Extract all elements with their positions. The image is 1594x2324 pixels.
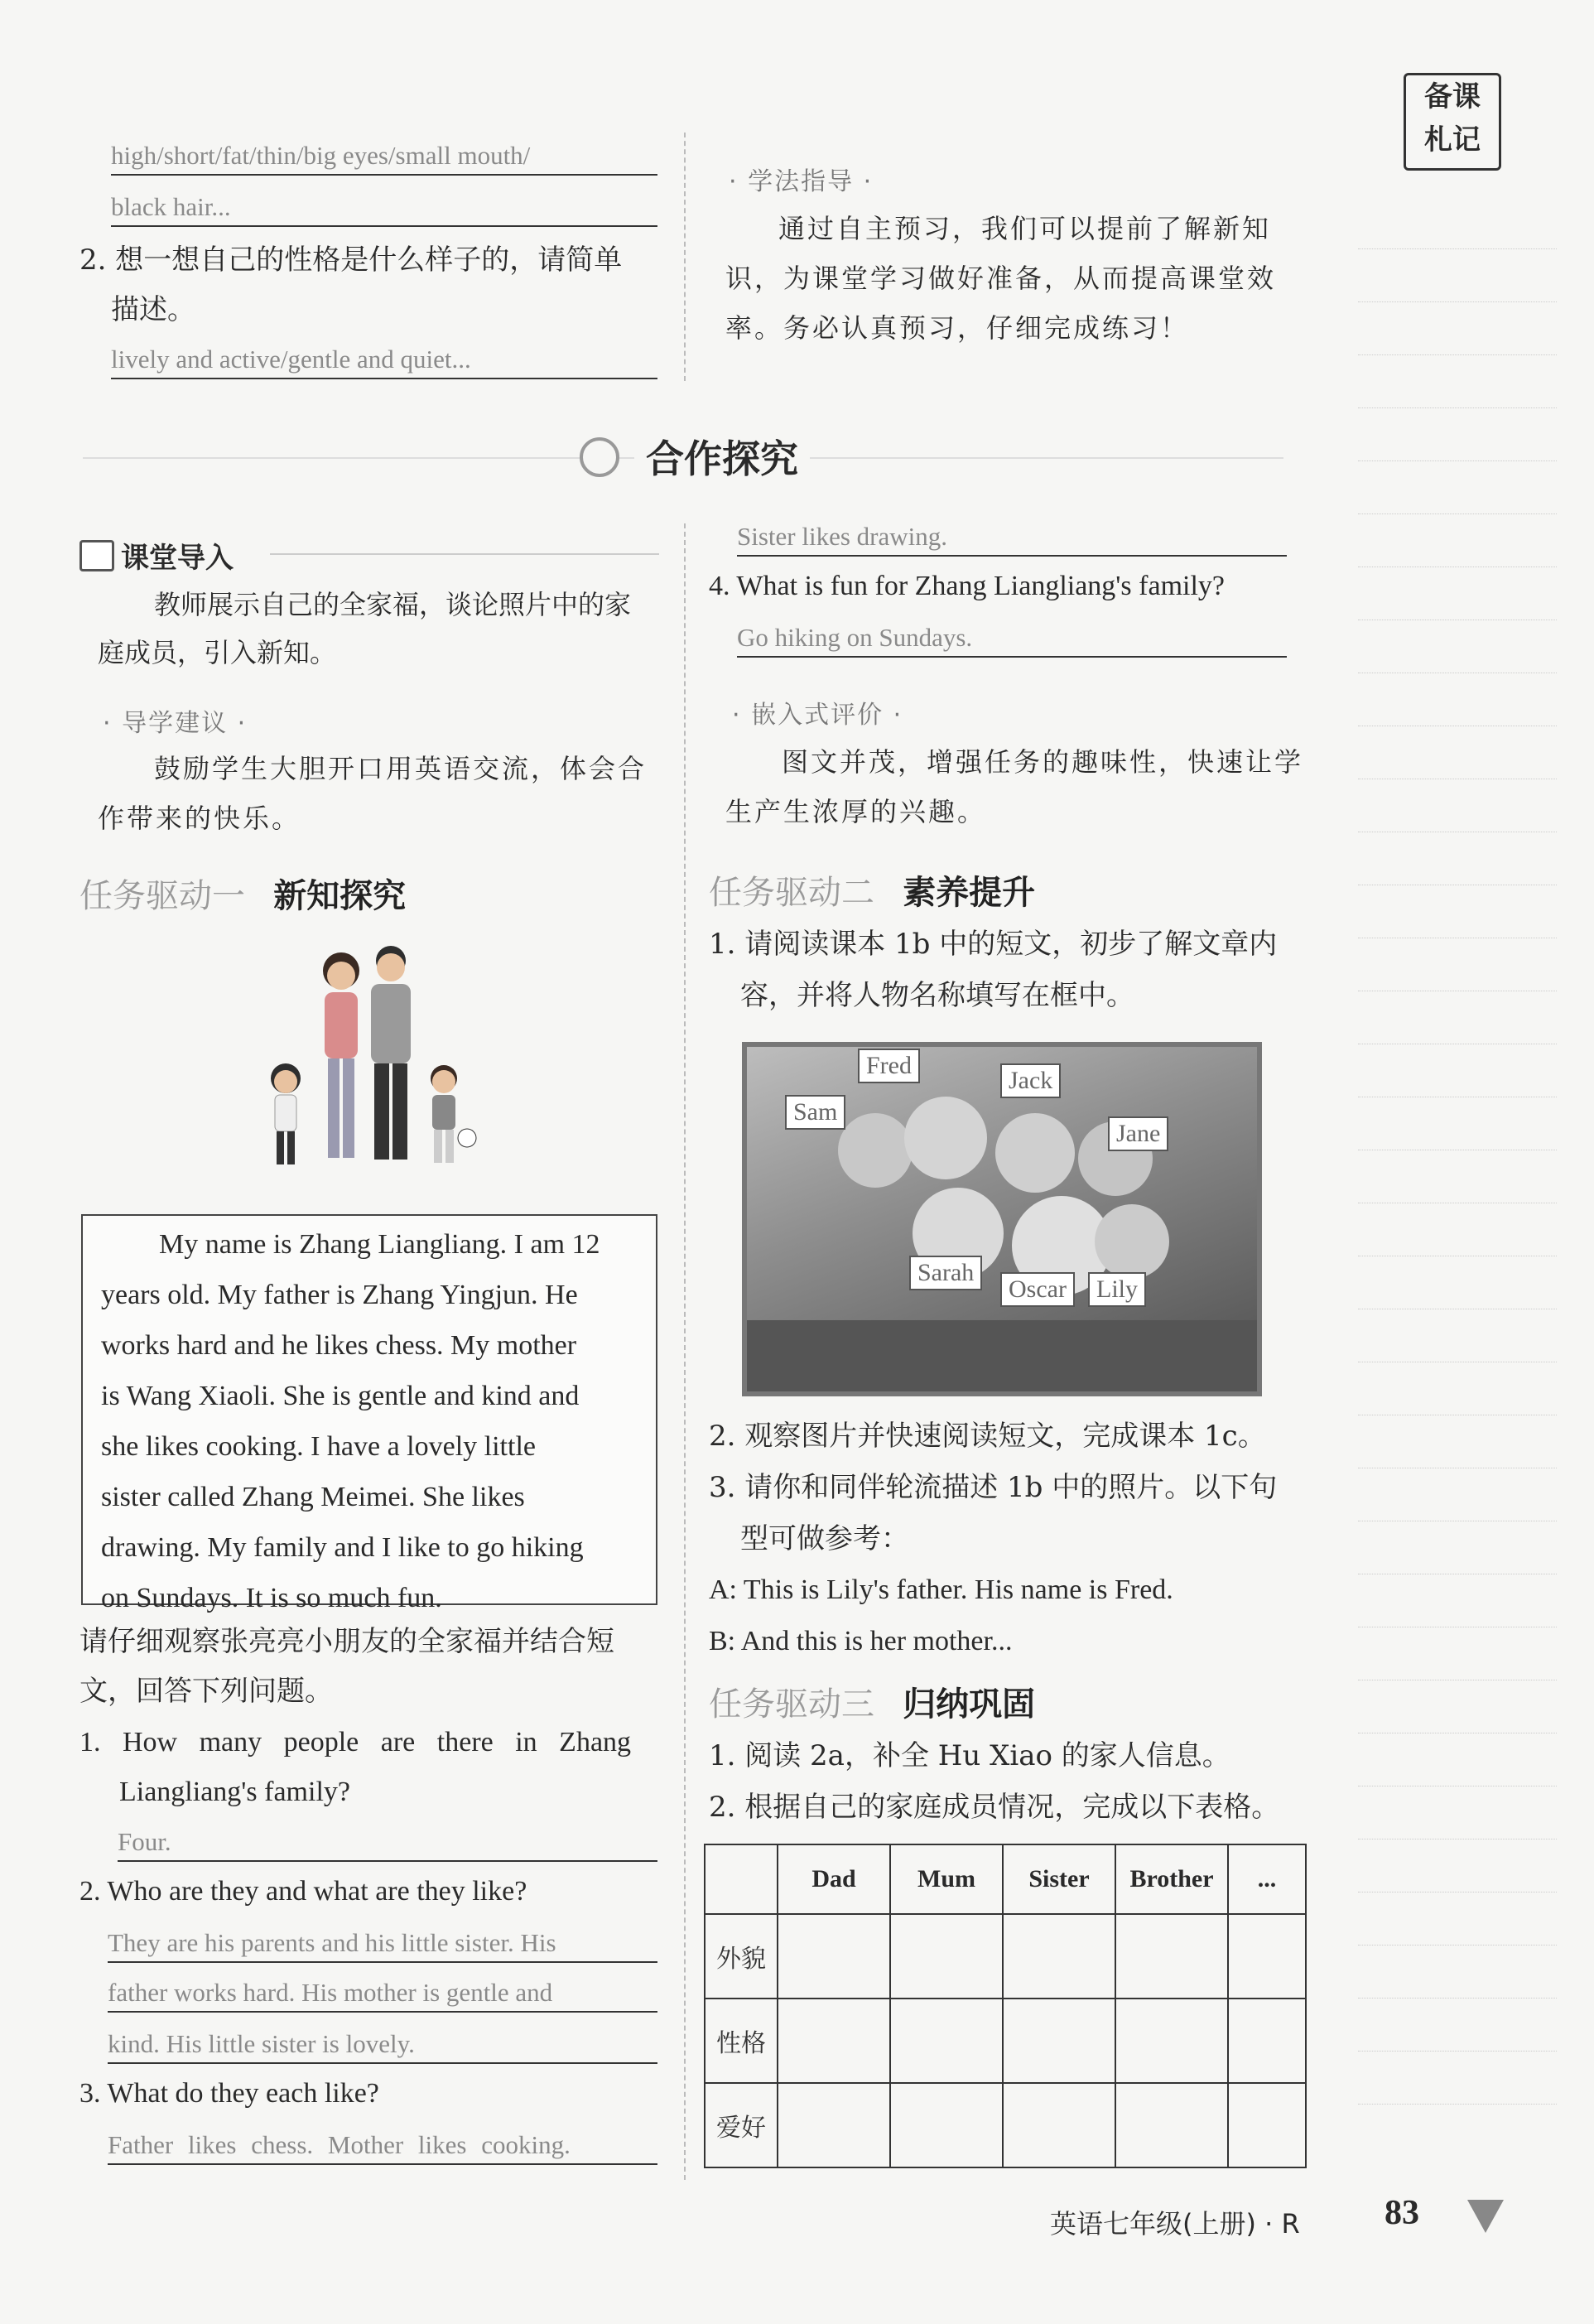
table-cell[interactable] xyxy=(778,1914,890,1999)
task2-q1-line2: 容，并将人物名称填写在框中。 xyxy=(740,979,1134,1012)
task2-q3-line2: 型可做参考： xyxy=(740,1522,909,1555)
table-cell[interactable] xyxy=(1115,1914,1228,1999)
question2: 2. Who are they and what are they like? xyxy=(79,1876,527,1907)
notes-line xyxy=(1358,301,1557,302)
answer3: Father likes chess. Mother likes cooking. xyxy=(108,2127,657,2165)
question1-line1: 1. How many people are there in Zhang xyxy=(79,1727,632,1757)
table-cell[interactable] xyxy=(778,1999,890,2083)
study-guide-line3: 率。务必认真预习，仔细完成练习！ xyxy=(725,312,1190,344)
notes-line xyxy=(1358,2051,1557,2052)
notes-stamp-line2: 札记 xyxy=(1424,123,1481,157)
table-cell[interactable] xyxy=(1003,1914,1115,1999)
answer2-line2: father works hard. His mother is gentle and xyxy=(108,1974,657,2013)
photo-label-sam: Sam xyxy=(785,1095,845,1130)
photo-label-lily: Lily xyxy=(1088,1272,1146,1307)
study-guide-line2: 识，为课堂学习做好准备，从而提高课堂效 xyxy=(725,263,1277,294)
photo-label-fred: Fred xyxy=(858,1049,920,1083)
passage-line: she likes cooking. I have a lovely little xyxy=(101,1431,536,1462)
task3-header xyxy=(709,1678,1035,1725)
table-cell[interactable] xyxy=(1228,1999,1306,2083)
task2-label: 任务驱动二 xyxy=(709,874,874,912)
passage-line: My name is Zhang Liangliang. I am 12 xyxy=(159,1229,600,1260)
photo-label-jack: Jack xyxy=(1000,1063,1061,1098)
embedded-eval-line2: 生产生浓厚的兴趣。 xyxy=(725,796,987,827)
table-header-sister: Sister xyxy=(1003,1844,1115,1914)
embedded-eval-tag: · 嵌入式评价 · xyxy=(732,701,903,730)
guide-line2: 作带来的快乐。 xyxy=(98,803,301,834)
notes-line xyxy=(1358,2104,1557,2105)
family-photo xyxy=(742,1042,1262,1396)
table-row-appearance: 外貌 xyxy=(705,1914,778,1999)
question-personality-line2: 描述。 xyxy=(111,293,195,326)
table-header-more: ... xyxy=(1228,1844,1306,1914)
task3-q2: 2. 根据自己的家庭成员情况，完成以下表格。 xyxy=(709,1791,1280,1824)
answer-appearance-line1: high/short/fat/thin/big eyes/small mouth/ xyxy=(111,137,657,176)
notes-line xyxy=(1358,460,1557,461)
table-cell[interactable] xyxy=(1228,2083,1306,2167)
table-cell[interactable] xyxy=(890,1914,1003,1999)
table-cell[interactable] xyxy=(1003,1999,1115,2083)
notes-stamp xyxy=(1404,73,1501,171)
table-cell[interactable] xyxy=(1115,1999,1228,2083)
passage-line: years old. My father is Zhang Yingjun. He xyxy=(101,1280,578,1310)
task1-label: 任务驱动一 xyxy=(79,877,245,915)
dialog-b: B: And this is her mother... xyxy=(709,1626,1013,1656)
notes-stamp-line1: 备课 xyxy=(1424,80,1481,113)
passage-line: works hard and he likes chess. My mother xyxy=(101,1330,577,1361)
magnifier-icon xyxy=(580,437,619,477)
table-cell[interactable] xyxy=(778,2083,890,2167)
instruction-line2: 文，回答下列问题。 xyxy=(79,1675,333,1708)
table-row-personality: 性格 xyxy=(705,1999,778,2083)
family-info-table xyxy=(704,1844,1307,2168)
table-row-hobbies: 爱好 xyxy=(705,2083,778,2167)
photo-label-jane: Jane xyxy=(1108,1116,1168,1151)
question1-line2: Liangliang's family? xyxy=(119,1777,350,1807)
notes-line xyxy=(1358,513,1557,514)
answer3-continued: Sister likes drawing. xyxy=(737,518,1287,557)
answer2-line1: They are his parents and his little sister. His xyxy=(108,1925,657,1963)
passage-line: on Sundays. It is so much fun. xyxy=(101,1583,442,1613)
section-title-bar xyxy=(83,437,1283,479)
task2-q2: 2. 观察图片并快速阅读短文，完成课本 1c。 xyxy=(709,1420,1266,1453)
notes-line xyxy=(1358,354,1557,355)
passage-line: drawing. My family and I like to go hiking xyxy=(101,1532,584,1563)
table-cell[interactable] xyxy=(1115,2083,1228,2167)
table-cell[interactable] xyxy=(890,1999,1003,2083)
task3-q1: 1. 阅读 2a，补全 Hu Xiao 的家人信息。 xyxy=(709,1739,1230,1772)
task2-title: 素养提升 xyxy=(903,874,1036,912)
notes-line xyxy=(1358,407,1557,408)
answer2-line3: kind. His little sister is lovely. xyxy=(108,2026,657,2064)
task1-title: 新知探究 xyxy=(273,877,407,915)
task2-q1-line1: 1. 请阅读课本 1b 中的短文，初步了解文章内 xyxy=(709,928,1278,961)
study-guide-line1: 通过自主预习，我们可以提前了解新知 xyxy=(778,213,1272,244)
answer4: Go hiking on Sundays. xyxy=(737,620,1287,658)
passage-line: sister called Zhang Meimei. She likes xyxy=(101,1482,525,1512)
table-header-brother: Brother xyxy=(1115,1844,1228,1914)
task3-title: 归纳巩固 xyxy=(903,1685,1036,1724)
passage-box xyxy=(81,1214,657,1613)
guide-line1: 鼓励学生大胆开口用英语交流，体会合 xyxy=(154,753,648,784)
notes-line xyxy=(1358,1945,1557,1946)
page-number: 83 xyxy=(1385,2194,1419,2232)
answer-appearance-line2: black hair... xyxy=(111,189,657,227)
screen-icon xyxy=(79,540,114,571)
intro-line2: 庭成员，引入新知。 xyxy=(98,637,337,668)
dialog-a: A: This is Lily's father. His name is Fred. xyxy=(709,1574,1173,1605)
table-cell[interactable] xyxy=(890,2083,1003,2167)
passage-line: is Wang Xiaoli. She is gentle and kind and xyxy=(101,1381,580,1411)
column-divider-top xyxy=(684,133,686,381)
intro-heading-box xyxy=(79,537,659,586)
question4: 4. What is fun for Zhang Liangliang's family? xyxy=(709,571,1226,601)
table-header-dad: Dad xyxy=(778,1844,890,1914)
notes-line xyxy=(1358,248,1557,249)
table-cell[interactable] xyxy=(1228,1914,1306,1999)
photo-label-sarah: Sarah xyxy=(909,1256,982,1290)
notes-line xyxy=(1358,1998,1557,1999)
table-header-cell xyxy=(705,1844,778,1914)
column-divider-main xyxy=(684,523,686,2180)
answer-personality: lively and active/gentle and quiet... xyxy=(111,341,657,379)
footer-book-title: 英语七年级(上册) · R xyxy=(1050,2208,1300,2240)
table-cell[interactable] xyxy=(1003,2083,1115,2167)
instruction-line1: 请仔细观察张亮亮小朋友的全家福并结合短 xyxy=(79,1625,614,1658)
task3-label: 任务驱动三 xyxy=(709,1685,874,1724)
embedded-eval-line1: 图文并茂，增强任务的趣味性，快速让学 xyxy=(782,746,1304,778)
task2-q3-line1: 3. 请你和同伴轮流描述 1b 中的照片。以下句 xyxy=(709,1471,1278,1504)
photo-label-oscar: Oscar xyxy=(1000,1272,1075,1307)
answer1: Four. xyxy=(118,1824,657,1862)
question3: 3. What do they each like? xyxy=(79,2078,379,2109)
table-header-mum: Mum xyxy=(890,1844,1003,1914)
corner-arrow-icon xyxy=(1467,2200,1504,2233)
guide-tag: · 导学建议 · xyxy=(103,709,248,738)
question-personality-line1: 2. 想一想自己的性格是什么样子的，请简单 xyxy=(79,243,623,277)
family-illustration xyxy=(248,936,497,1184)
intro-heading: 课堂导入 xyxy=(121,542,234,575)
study-guide-tag: · 学法指导 · xyxy=(729,167,874,196)
task2-header xyxy=(709,866,1035,914)
intro-line1: 教师展示自己的全家福，谈论照片中的家 xyxy=(154,589,632,620)
task1-header xyxy=(79,870,406,917)
section-title: 合作探究 xyxy=(634,429,810,484)
